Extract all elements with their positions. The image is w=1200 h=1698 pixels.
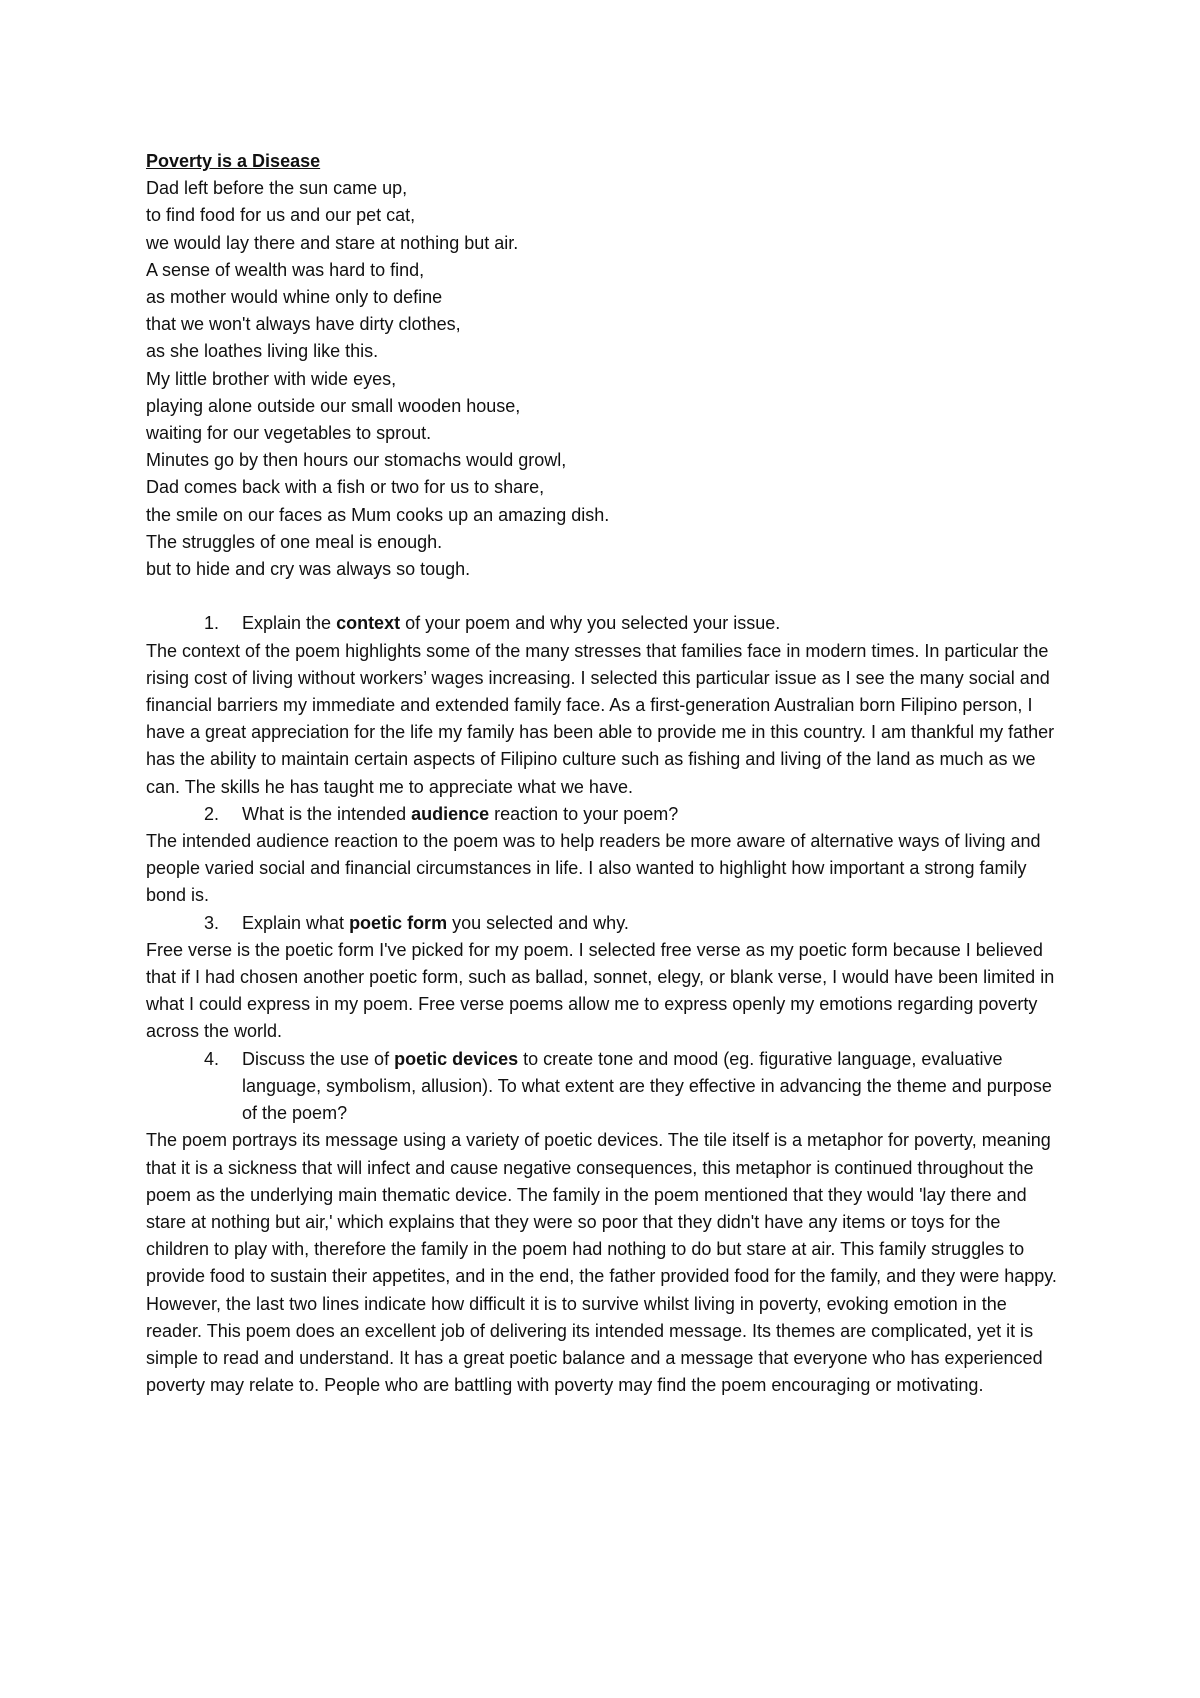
question-3 [146,910,1066,937]
poem-line: A sense of wealth was hard to find, [146,259,425,280]
question-keyword: audience [411,803,490,824]
question-keyword: context [336,613,401,634]
poem-line: playing alone outside our small wooden house, [146,395,521,416]
poem-line: to find food for us and our pet cat, [146,205,416,226]
question-number: 3. [204,912,220,933]
poem-line: that we won't always have dirty clothes, [146,314,461,335]
question-1 [146,610,1066,637]
question-4 [146,1046,1066,1128]
poem-body [146,175,1066,583]
poem-line: My little brother with wide eyes, [146,368,397,389]
question-text: What is the intended audience reaction to your poem? [242,803,679,824]
document-content [146,148,1066,1399]
answer-1: The context of the poem highlights some of the many stresses that families face in modern times. In particular the rising cost of living without workers’ wages increasing. I selected this particular issue as I see the many social and financial barriers my immediate and extended family face. As a first-generation Australian born Filipino person, I have a great appreciation for the life my family has been able to provide me in this country. I am thankful my father has the ability to maintain certain aspects of Filipino culture such as fishing and living of the land as much as we can. The skills he has taught me to appreciate what we have. [146,640,1055,797]
question-text: Discuss the use of poetic devices to create tone and mood (eg. figurative language, evaluative language, symbolism, allusion). To what extent are they effective in advancing the theme and purpose of the poem? [242,1048,1052,1124]
question-number: 1. [204,613,220,634]
question-text: Explain what poetic form you selected and why. [242,912,629,933]
poem-line: Dad left before the sun came up, [146,178,408,199]
poem-line: The struggles of one meal is enough. [146,531,443,552]
poem-line: Dad comes back with a fish or two for us to share, [146,477,545,498]
question-number: 4. [204,1048,220,1069]
answer-4: The poem portrays its message using a variety of poetic devices. The tile itself is a metaphor for poverty, meaning that it is a sickness that will infect and cause negative consequences, this metaphor is continued throughout the poem as the underlying main thematic device. The family in the poem mentioned that they would 'lay there and stare at nothing but air,' which explains that they were so poor that they didn't have any items or toys for the children to play with, therefore the family in the poem had nothing to do but stare at air. This family struggles to provide food to sustain their appetites, and in the end, the father provided food for the family, and they were happy. However, the last two lines indicate how difficult it is to survive whilst living in poverty, evoking emotion in the reader. This poem does an excellent job of delivering its intended message. Its themes are complicated, yet it is simple to read and understand. It has a great poetic balance and a message that everyone who has experienced poverty may relate to. People who are battling with poverty may find the poem encouraging or motivating. [146,1130,1057,1396]
question-text: Explain the context of your poem and why you selected your issue. [242,613,781,634]
poem-line: Minutes go by then hours our stomachs would growl, [146,450,567,471]
question-number: 2. [204,803,220,824]
question-2 [146,801,1066,828]
poem-line: we would lay there and stare at nothing but air. [146,232,519,253]
poem-line: but to hide and cry was always so tough. [146,559,471,580]
blank-line [146,583,1066,610]
answer-3: Free verse is the poetic form I've picked for my poem. I selected free verse as my poetic form because I believed that if I had chosen another poetic form, such as ballad, sonnet, elegy, or blank verse, I would have been limited in what I could express in my poem. Free verse poems allow me to express openly my emotions regarding poverty across the world. [146,939,1055,1042]
poem-line: waiting for our vegetables to sprout. [146,423,432,444]
poem-title: Poverty is a Disease [146,151,321,171]
poem-line: as she loathes living like this. [146,341,379,362]
question-keyword: poetic form [349,912,448,933]
answer-2: The intended audience reaction to the poem was to help readers be more aware of alternative ways of living and people varied social and financial circumstances in life. I also wanted to highlight how important a strong family bond is. [146,831,1041,906]
poem-line: as mother would whine only to define [146,287,443,308]
poem-line: the smile on our faces as Mum cooks up an amazing dish. [146,504,610,525]
question-keyword: poetic devices [394,1048,519,1069]
